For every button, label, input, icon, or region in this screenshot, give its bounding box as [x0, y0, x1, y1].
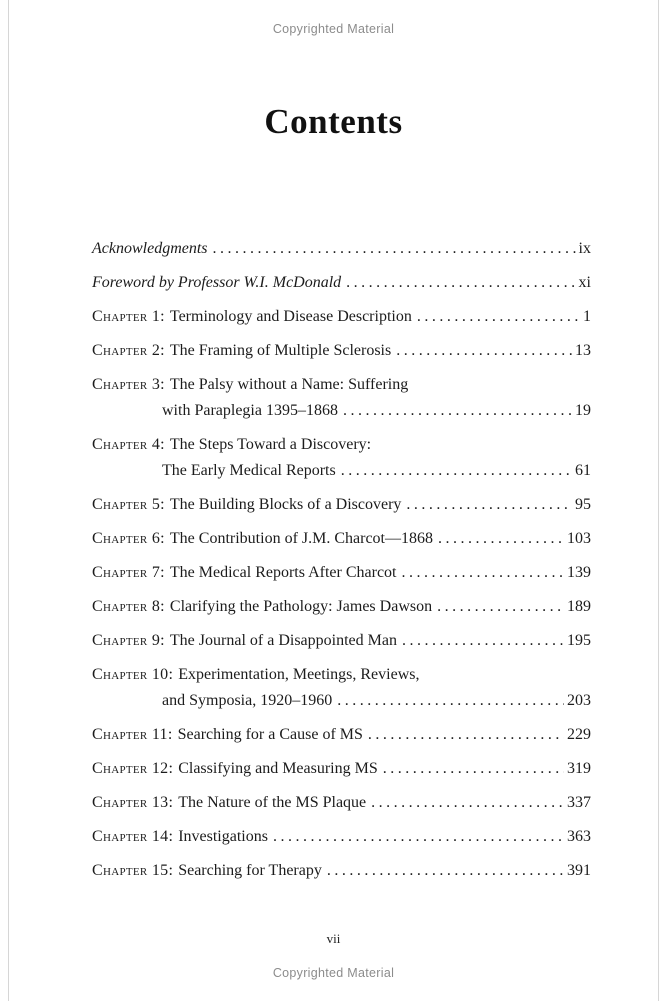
- toc-row: [92, 458, 591, 484]
- chapter-label: Chapter 11:: [92, 726, 173, 743]
- entry-page-number: 103: [567, 530, 591, 547]
- dot-leader: [327, 858, 564, 884]
- entry-page-number: 229: [567, 726, 591, 743]
- toc-row: [92, 756, 591, 782]
- entry-title: The Steps Toward a Discovery:: [169, 436, 372, 453]
- entry-title: Searching for a Cause of MS: [177, 726, 363, 743]
- chapter-label: Chapter 14:: [92, 828, 174, 845]
- chapter-label: Chapter 3:: [92, 376, 165, 393]
- dot-leader: [406, 492, 572, 518]
- dot-leader: [213, 236, 576, 262]
- chapter-label: Chapter 13:: [92, 794, 174, 811]
- entry-title: Foreword by Professor W.I. McDonald: [92, 274, 342, 291]
- toc-row: [92, 790, 591, 816]
- chapter-label: Chapter 6:: [92, 530, 165, 547]
- dot-leader: [417, 304, 580, 330]
- toc-entry: [92, 858, 591, 884]
- entry-page-number: 203: [567, 692, 591, 709]
- chapter-label: Chapter 8:: [92, 598, 165, 615]
- toc-row: [92, 688, 591, 714]
- toc-row: [92, 560, 591, 586]
- chapter-label: Chapter 12:: [92, 760, 174, 777]
- entry-page-number: 61: [575, 462, 591, 479]
- entry-page-number: 1: [583, 308, 591, 325]
- chapter-label: Chapter 5:: [92, 496, 165, 513]
- entry-page-number: 139: [567, 564, 591, 581]
- toc-row: [92, 492, 591, 518]
- dot-leader: [396, 338, 572, 364]
- entry-title: The Framing of Multiple Sclerosis: [169, 342, 392, 359]
- toc-row: [92, 722, 591, 748]
- toc-entry: [92, 790, 591, 816]
- entry-title: The Journal of a Disappointed Man: [169, 632, 397, 649]
- copyright-notice-top: Copyrighted Material: [272, 22, 395, 36]
- entry-title: The Building Blocks of a Discovery: [169, 496, 402, 513]
- dot-leader: [341, 458, 572, 484]
- dot-leader: [402, 628, 564, 654]
- entry-page-number: xi: [578, 274, 591, 291]
- entry-title: with Paraplegia 1395–1868: [162, 402, 338, 419]
- dot-leader: [368, 722, 564, 748]
- chapter-label: Chapter 7:: [92, 564, 165, 581]
- toc-row: [92, 858, 591, 884]
- entry-page-number: 337: [567, 794, 591, 811]
- toc-entry: [92, 722, 591, 748]
- entry-page-number: 195: [567, 632, 591, 649]
- toc-entry: [92, 304, 591, 330]
- dot-leader: [337, 688, 564, 714]
- toc-row: [92, 824, 591, 850]
- toc-row: [92, 628, 591, 654]
- chapter-label: Chapter 4:: [92, 436, 165, 453]
- toc-row: [92, 432, 591, 458]
- copyright-notice-bottom: Copyrighted Material: [272, 966, 395, 980]
- entry-title: Clarifying the Pathology: James Dawson: [169, 598, 433, 615]
- toc-row: [92, 270, 591, 296]
- toc-entry: [92, 236, 591, 262]
- toc-row: [92, 304, 591, 330]
- entry-title: Experimentation, Meetings, Reviews,: [178, 666, 420, 683]
- page-number: vii: [326, 931, 341, 946]
- toc-entry: [92, 662, 591, 714]
- entry-title: The Nature of the MS Plaque: [178, 794, 367, 811]
- table-of-contents: [92, 236, 591, 892]
- dot-leader: [437, 594, 564, 620]
- toc-row: [92, 236, 591, 262]
- toc-entry: [92, 756, 591, 782]
- entry-title: The Early Medical Reports: [162, 462, 336, 479]
- entry-title: The Palsy without a Name: Suffering: [169, 376, 409, 393]
- entry-title: Investigations: [178, 828, 268, 845]
- entry-page-number: 19: [575, 402, 591, 419]
- dot-leader: [402, 560, 565, 586]
- chapter-label: Chapter 1:: [92, 308, 165, 325]
- dot-leader: [438, 526, 564, 552]
- toc-row: [92, 526, 591, 552]
- entry-page-number: 391: [567, 862, 591, 879]
- toc-row: [92, 594, 591, 620]
- dot-leader: [273, 824, 564, 850]
- entry-title: The Medical Reports After Charcot: [169, 564, 397, 581]
- entry-page-number: 319: [567, 760, 591, 777]
- toc-entry: [92, 338, 591, 364]
- dot-leader: [343, 398, 572, 424]
- chapter-label: Chapter 2:: [92, 342, 165, 359]
- toc-row: [92, 662, 591, 688]
- entry-title: Searching for Therapy: [178, 862, 322, 879]
- entry-title: and Symposia, 1920–1960: [162, 692, 333, 709]
- dot-leader: [346, 270, 575, 296]
- toc-entry: [92, 492, 591, 518]
- entry-page-number: 189: [567, 598, 591, 615]
- toc-entry: [92, 824, 591, 850]
- toc-row: [92, 338, 591, 364]
- entry-title: The Contribution of J.M. Charcot—1868: [169, 530, 433, 547]
- page-title: Contents: [264, 102, 403, 141]
- toc-entry: [92, 526, 591, 552]
- chapter-label: Chapter 10:: [92, 666, 174, 683]
- entry-page-number: 13: [575, 342, 591, 359]
- entry-title: Classifying and Measuring MS: [178, 760, 378, 777]
- toc-entry: [92, 372, 591, 424]
- entry-page-number: ix: [578, 240, 591, 257]
- page-edge-left: [8, 0, 9, 1001]
- dot-leader: [371, 790, 564, 816]
- toc-entry: [92, 432, 591, 484]
- toc-row: [92, 398, 591, 424]
- toc-row: [92, 372, 591, 398]
- toc-entry: [92, 560, 591, 586]
- toc-entry: [92, 270, 591, 296]
- entry-title: Acknowledgments: [92, 240, 208, 257]
- entry-page-number: 95: [575, 496, 591, 513]
- chapter-label: Chapter 9:: [92, 632, 165, 649]
- entry-page-number: 363: [567, 828, 591, 845]
- entry-title: Terminology and Disease Description: [169, 308, 412, 325]
- page-edge-right: [658, 0, 659, 1001]
- toc-entry: [92, 594, 591, 620]
- toc-entry: [92, 628, 591, 654]
- chapter-label: Chapter 15:: [92, 862, 174, 879]
- dot-leader: [383, 756, 564, 782]
